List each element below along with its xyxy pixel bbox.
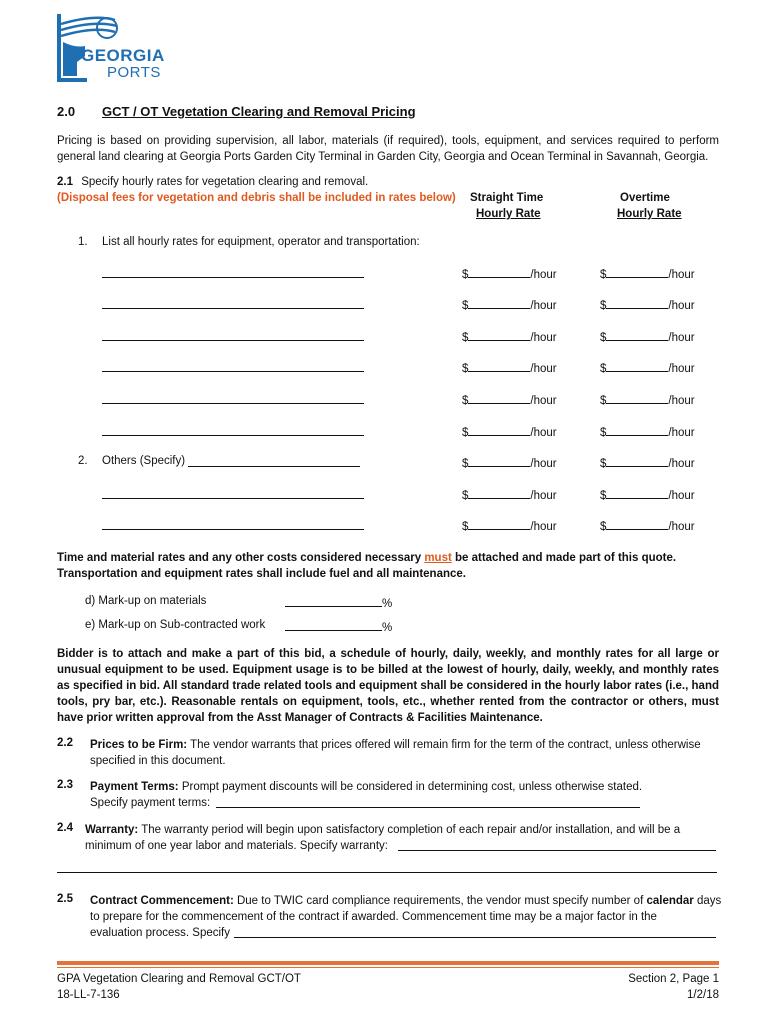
straight-rate-field[interactable]: $ /hour: [462, 329, 557, 344]
overtime-rate-field[interactable]: $ /hour: [600, 297, 695, 312]
subsection-2-5-text: Contract Commencement: Due to TWIC card compliance requirements, the vendor must specify number of calendar days to prepare for the commencement of the contract if awarded. Commencement time may be a major factor in the evaluation process. Specify: [90, 895, 722, 939]
rate-row: [0, 266, 770, 282]
col-straight-line2: Hourly Rate: [476, 208, 541, 220]
overtime-rate-field[interactable]: $ /hour: [600, 518, 695, 533]
must-emphasis: must: [424, 552, 452, 564]
markup-subcontract-label: e) Mark-up on Sub-contracted work: [85, 619, 266, 631]
bidder-paragraph: Bidder is to attach and make a part of this bid, a schedule of hourly, daily, weekly, and monthly rates for all large or unusual equipment to be used. Equipment usage is to be billed at the lowest of hourly, daily, weekly, and monthly rates as specified in bid. All standard trade related tools and equipment shall be considered in the hourly labor rates (i.e., hand tools, pry bar, etc.). Reasonable rentals on equipment, tools, etc., whether rented from the contractor or others, must have prior written approval from the Asst Manager of Contracts & Facilities Maintenance.: [57, 648, 719, 724]
subsection-2-3-number: 2.3: [57, 779, 73, 791]
footer-rule-thin: [57, 967, 719, 968]
footer-page-number: Section 2, Page 1: [628, 973, 719, 985]
straight-rate-field[interactable]: $ /hour: [462, 424, 557, 439]
intro-paragraph: Pricing is based on providing supervision, all labor, materials (if required), tools, equipment, and services required to perform general land clearing at Georgia Ports Garden City Terminal in Garden City, Georgia and Ocean Terminal in Savannah, Georgia.: [57, 135, 719, 163]
warranty-field[interactable]: [398, 838, 716, 851]
equipment-field[interactable]: [102, 392, 364, 404]
item-1-number: 1.: [78, 236, 88, 248]
overtime-rate-field[interactable]: $ /hour: [600, 424, 695, 439]
straight-rate-field[interactable]: $ /hour: [462, 392, 557, 407]
straight-rate-field[interactable]: $ /hour: [462, 487, 557, 502]
equipment-field[interactable]: [102, 297, 364, 309]
item-2-number: 2.: [78, 455, 88, 467]
overtime-rate-field[interactable]: $ /hour: [600, 329, 695, 344]
markup-materials-label: d) Mark-up on materials: [85, 595, 207, 607]
col-overtime-line2: Hourly Rate: [617, 208, 682, 220]
rate-row: [0, 424, 770, 440]
overtime-rate-field[interactable]: $ /hour: [600, 455, 695, 470]
straight-rate-field[interactable]: $ /hour: [462, 455, 557, 470]
equipment-field[interactable]: [102, 424, 364, 436]
item-2-text: Others (Specify): [102, 455, 186, 467]
subsection-2-4-number: 2.4: [57, 822, 73, 834]
footer-doc-title: GPA Vegetation Clearing and Removal GCT/OT: [57, 973, 301, 985]
logo-georgia-text: GEORGIA: [81, 46, 165, 65]
straight-rate-field[interactable]: $ /hour: [462, 266, 557, 281]
rate-row: [0, 487, 770, 503]
rate-row-others: [0, 455, 770, 471]
col-overtime-line1: Overtime: [620, 192, 670, 204]
equipment-field[interactable]: [102, 487, 364, 499]
item-1-text: List all hourly rates for equipment, operator and transportation:: [102, 236, 420, 248]
col-straight-line1: Straight Time: [470, 192, 544, 204]
subsection-2-5-number: 2.5: [57, 893, 73, 905]
subsection-2-1: [57, 176, 368, 188]
rate-row: [0, 360, 770, 376]
subsection-2-1-text: Specify hourly rates for vegetation clearing and removal.: [81, 176, 369, 188]
footer-doc-number: 18-LL-7-136: [57, 989, 120, 1001]
equipment-field[interactable]: [102, 360, 364, 372]
straight-rate-field[interactable]: $ /hour: [462, 360, 557, 375]
warranty-field-continued[interactable]: [57, 860, 717, 873]
footer-rule: [57, 961, 719, 965]
disposal-note: (Disposal fees for vegetation and debris shall be included in rates below): [57, 192, 456, 204]
subsection-2-3-text: Payment Terms: Prompt payment discounts will be considered in determining cost, unless otherwise stated. Specify payment terms:: [90, 781, 643, 809]
section-title: GCT / OT Vegetation Clearing and Removal Pricing: [102, 104, 416, 119]
others-specify-field[interactable]: [188, 455, 360, 467]
logo-ports-text: PORTS: [107, 64, 161, 81]
section-number: 2.0: [57, 104, 76, 119]
overtime-rate-field[interactable]: $ /hour: [600, 392, 695, 407]
subsection-2-2-text: Prices to be Firm: The vendor warrants that prices offered will remain firm for the term of the contract, unless otherwise specified in this document.: [90, 739, 701, 767]
markup-subcontract-field[interactable]: %: [285, 619, 392, 634]
overtime-rate-field[interactable]: $ /hour: [600, 487, 695, 502]
rate-row: [0, 329, 770, 345]
payment-terms-field[interactable]: [216, 795, 640, 808]
straight-rate-field[interactable]: $ /hour: [462, 297, 557, 312]
overtime-rate-field[interactable]: $ /hour: [600, 360, 695, 375]
straight-rate-field[interactable]: $ /hour: [462, 518, 557, 533]
overtime-rate-field[interactable]: $ /hour: [600, 266, 695, 281]
rate-row: [0, 297, 770, 313]
equipment-field[interactable]: [102, 518, 364, 530]
subsection-2-1-number: 2.1: [57, 176, 73, 188]
rate-row: [0, 518, 770, 534]
equipment-field[interactable]: [102, 266, 364, 278]
commencement-field[interactable]: [234, 925, 716, 938]
rate-row: [0, 392, 770, 408]
equipment-field[interactable]: [102, 329, 364, 341]
markup-materials-field[interactable]: %: [285, 595, 392, 610]
tm-notice: Time and material rates and any other costs considered necessary must be attached and made part of this quote. Transportation and equipment rates shall include fuel and all maintenance.: [57, 552, 677, 580]
georgia-ports-logo: [55, 12, 185, 84]
subsection-2-4-text: Warranty: The warranty period will begin upon satisfactory completion of each repair and/or installation, and will be a minimum of one year labor and materials. Specify warranty:: [85, 824, 681, 852]
subsection-2-2-number: 2.2: [57, 737, 73, 749]
footer-date: 1/2/18: [687, 989, 719, 1001]
